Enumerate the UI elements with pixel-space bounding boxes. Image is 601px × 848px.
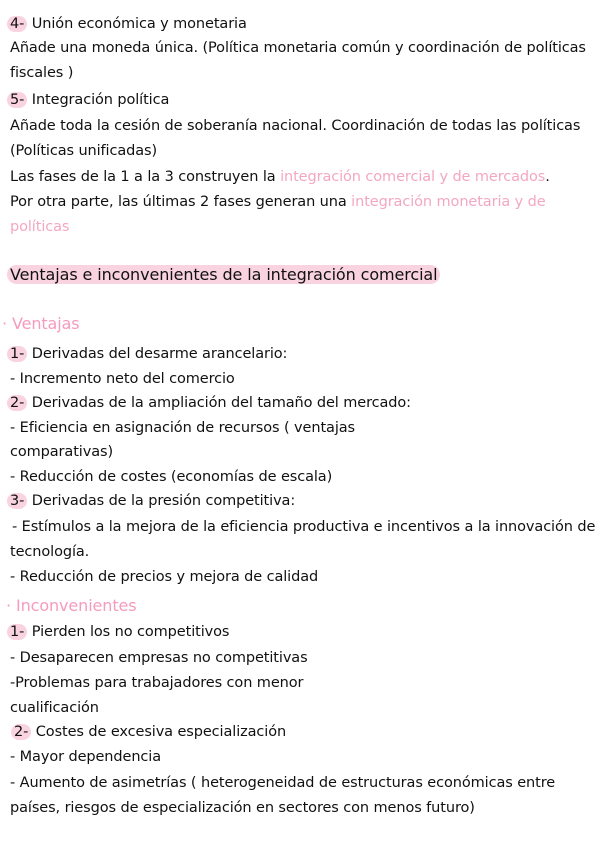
item-number: 2- <box>7 395 27 411</box>
text-line: (Políticas unificadas) <box>10 143 158 159</box>
subsection-ventajas: · Ventajas <box>2 314 80 333</box>
item-heading: 1- Derivadas del desarme arancelario: <box>10 344 287 364</box>
item-number: 1- <box>7 624 27 640</box>
phase-number: 5- <box>7 92 27 108</box>
text-line: Añade una moneda única. (Política monetaria común y coordinación de políticas <box>10 40 586 56</box>
text-line: - Incremento neto del comercio <box>10 371 235 387</box>
text-line: - Estímulos a la mejora de la eficiencia productiva e incentivos a la innovación de <box>12 519 596 535</box>
text-line: tecnología. <box>10 544 90 560</box>
text-line: Añade toda la cesión de soberanía nacional. Coordinación de todas las políticas <box>10 118 581 134</box>
highlight-text: integración monetaria y de <box>351 194 546 210</box>
text-line: - Aumento de asimetrías ( heterogeneidad de estructuras económicas entre <box>10 775 556 791</box>
subsection-inconvenientes: · Inconvenientes <box>6 596 137 615</box>
item-number: 1- <box>7 346 27 362</box>
text-line: - Reducción de costes (economías de escala) <box>10 469 333 485</box>
item-heading: 2- Derivadas de la ampliación del tamaño del mercado: <box>10 393 411 413</box>
item-number: 3- <box>7 493 27 509</box>
phases-summary-line: Por otra parte, las últimas 2 fases generan una integración monetaria y de <box>10 194 546 210</box>
phases-summary-line: Las fases de la 1 a la 3 construyen la integración comercial y de mercados. <box>10 169 550 185</box>
highlight-text: integración comercial y de mercados <box>280 169 546 185</box>
text-line: países, riesgos de especialización en sectores con menos futuro) <box>10 800 475 816</box>
text-line: - Mayor dependencia <box>10 749 162 765</box>
text-line: cualificación <box>10 700 99 716</box>
text-line: comparativas) <box>10 444 113 460</box>
item-heading: 2- Costes de excesiva especialización <box>14 722 286 742</box>
phase-number: 4- <box>7 16 27 32</box>
section-title: Ventajas e inconvenientes de la integración comercial <box>10 265 440 285</box>
phase-4-heading: 4- Unión económica y monetaria <box>10 14 247 34</box>
highlight-text: políticas <box>10 219 70 235</box>
item-number: 2- <box>11 724 31 740</box>
text-line: -Problemas para trabajadores con menor <box>10 675 304 691</box>
text-line: fiscales ) <box>10 65 74 81</box>
phase-5-heading: 5- Integración política <box>10 90 169 110</box>
text-line: - Eficiencia en asignación de recursos ( ventajas <box>10 420 355 436</box>
text-line: - Desaparecen empresas no competitivas <box>10 650 308 666</box>
item-heading: 1- Pierden los no competitivos <box>10 622 229 642</box>
text-line: - Reducción de precios y mejora de calidad <box>10 569 319 585</box>
item-heading: 3- Derivadas de la presión competitiva: <box>10 491 295 511</box>
